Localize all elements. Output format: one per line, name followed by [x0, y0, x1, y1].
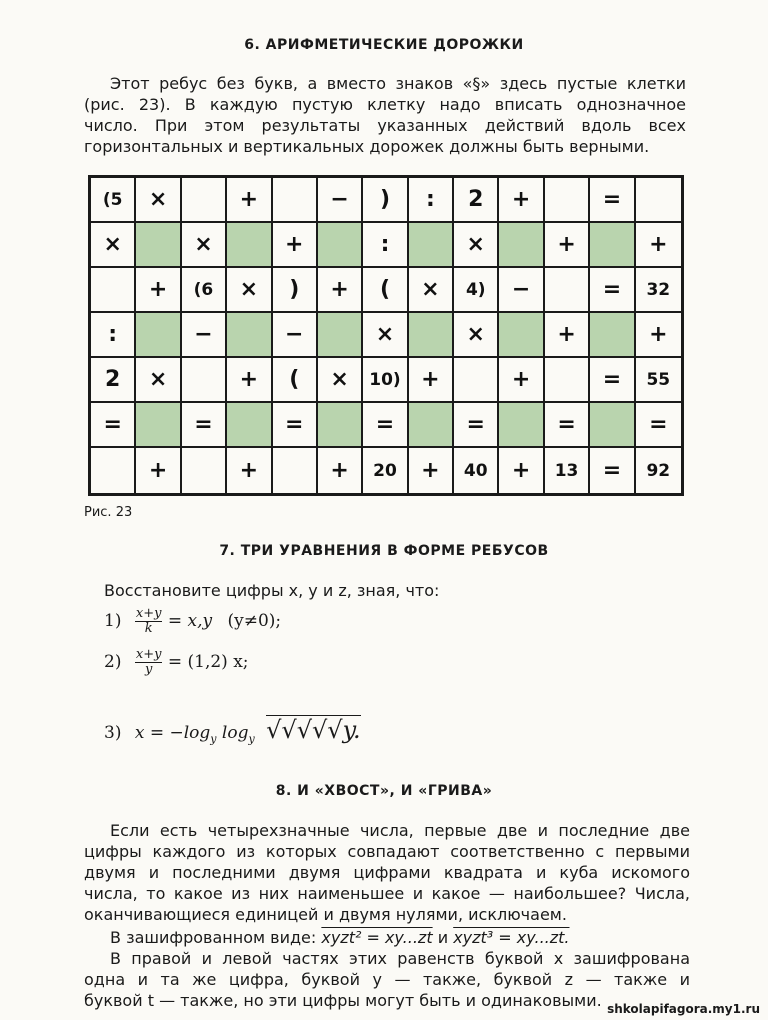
grid-cell-r1-c9	[499, 223, 544, 268]
equation-1	[104, 607, 281, 636]
section-8-text-2	[84, 948, 690, 1011]
grid-cell-r2-c6: (	[363, 268, 408, 313]
grid-cell-r6-c8: 40	[454, 448, 499, 493]
grid-cell-r4-c5: ×	[318, 358, 363, 403]
grid-cell-r2-c2: (6	[182, 268, 227, 313]
text-line: Этот ребус без букв, а вместо знаков «§» здесь пустые клетки	[110, 74, 686, 93]
grid-cell-r1-c2: ×	[182, 223, 227, 268]
grid-cell-r5-c11	[590, 403, 635, 448]
encoded-equation-1: xyzt² = xy...zt	[321, 928, 433, 947]
grid-cell-r3-c11	[590, 313, 635, 358]
grid-cell-r1-c8: ×	[454, 223, 499, 268]
grid-cell-r4-c12: 55	[636, 358, 681, 403]
puzzle-grid	[88, 175, 684, 496]
grid-cell-r0-c5: −	[318, 178, 363, 223]
grid-cell-r1-c0: ×	[91, 223, 136, 268]
grid-cell-r3-c7	[409, 313, 454, 358]
encoded-form	[110, 927, 570, 948]
text-line: горизонтальных и вертикальных дорожек должны быть верными.	[84, 137, 650, 156]
grid-cell-r0-c4	[273, 178, 318, 223]
grid-cell-r6-c7: +	[409, 448, 454, 493]
grid-cell-r1-c7	[409, 223, 454, 268]
grid-cell-r1-c10: +	[545, 223, 590, 268]
denominator: k	[144, 621, 153, 636]
grid-cell-r0-c6: )	[363, 178, 408, 223]
text-line: оканчивающиеся единицей и двумя нулями, исключаем.	[84, 905, 567, 924]
grid-cell-r5-c4: =	[273, 403, 318, 448]
eq-log: log	[221, 723, 249, 743]
grid-cell-r5-c12: =	[636, 403, 681, 448]
grid-cell-r6-c0	[91, 448, 136, 493]
grid-cell-r4-c11: =	[590, 358, 635, 403]
grid-cell-r5-c8: =	[454, 403, 499, 448]
grid-cell-r2-c11: =	[590, 268, 635, 313]
grid-cell-r1-c3	[227, 223, 272, 268]
grid-cell-r3-c5	[318, 313, 363, 358]
grid-cell-r2-c7: ×	[409, 268, 454, 313]
grid-cell-r3-c10: +	[545, 313, 590, 358]
grid-cell-r0-c10	[545, 178, 590, 223]
equation-3	[104, 716, 361, 745]
text-line: число. При этом результаты указанных действий вдоль всех	[84, 116, 686, 135]
encoded-equation-2: xyzt³ = xy...zt.	[453, 928, 570, 947]
grid-cell-r6-c2	[182, 448, 227, 493]
grid-cell-r3-c12: +	[636, 313, 681, 358]
numerator: x+y	[135, 647, 162, 662]
grid-cell-r2-c9: −	[499, 268, 544, 313]
grid-cell-r3-c2: −	[182, 313, 227, 358]
grid-cell-r5-c9	[499, 403, 544, 448]
grid-cell-r0-c3: +	[227, 178, 272, 223]
grid-cell-r1-c12: +	[636, 223, 681, 268]
section-8-text	[84, 820, 690, 925]
grid-cell-r3-c4: −	[273, 313, 318, 358]
section-7-intro: Восстановите цифры x, y и z, зная, что:	[104, 581, 440, 600]
grid-cell-r5-c10: =	[545, 403, 590, 448]
encoded-prefix: В зашифрованном виде:	[110, 928, 317, 947]
grid-cell-r5-c5	[318, 403, 363, 448]
denominator: y	[144, 662, 153, 677]
eq-label: 3)	[104, 723, 122, 743]
text-line: В правой и левой частях этих равенств буквой x зашифрована	[110, 949, 690, 968]
grid-cell-r2-c8: 4)	[454, 268, 499, 313]
text-line: числа, то какое из них наименьшее и какое — наибольшее? Числа,	[84, 884, 690, 903]
equation-2	[104, 648, 249, 677]
section-6-text	[84, 73, 686, 157]
fraction	[135, 607, 163, 636]
log-base: y	[248, 732, 255, 746]
grid-cell-r5-c1	[136, 403, 181, 448]
eq-rhs: = (1,2) x;	[167, 652, 249, 672]
numerator: x+y	[135, 606, 162, 621]
grid-cell-r6-c10: 13	[545, 448, 590, 493]
eq-label: 2)	[104, 652, 122, 672]
grid-cell-r0-c1: ×	[136, 178, 181, 223]
grid-cell-r6-c5: +	[318, 448, 363, 493]
grid-cell-r5-c3	[227, 403, 272, 448]
grid-cell-r3-c3	[227, 313, 272, 358]
nested-radical: √√√√√y.	[266, 716, 361, 744]
grid-cell-r6-c4	[273, 448, 318, 493]
grid-cell-r0-c8: 2	[454, 178, 499, 223]
text-line: цифры каждого из которых совпадают соответственно с первыми	[84, 842, 690, 861]
site-watermark: shkolapifagora.my1.ru	[607, 1002, 760, 1016]
grid-cell-r5-c6: =	[363, 403, 408, 448]
eq-rhs: = x,y	[167, 611, 213, 631]
grid-cell-r2-c5: +	[318, 268, 363, 313]
grid-cell-r6-c3: +	[227, 448, 272, 493]
grid-cell-r3-c1	[136, 313, 181, 358]
encoded-and: и	[437, 928, 449, 947]
grid-cell-r0-c9: +	[499, 178, 544, 223]
section-8-title: 8. И «ХВОСТ», И «ГРИВА»	[275, 783, 493, 799]
grid-cell-r6-c11: =	[590, 448, 635, 493]
grid-cell-r2-c1: +	[136, 268, 181, 313]
grid-cell-r6-c12: 92	[646, 460, 671, 481]
grid-cell-r1-c6: :	[363, 223, 408, 268]
grid-cell-r6-c9: +	[499, 448, 544, 493]
grid-cell-r1-c5	[318, 223, 363, 268]
grid-cell-r5-c0: =	[91, 403, 136, 448]
eq-lhs: x = −log	[134, 723, 211, 743]
grid-cell-r4-c7: +	[409, 358, 454, 403]
section-7-title: 7. ТРИ УРАВНЕНИЯ В ФОРМЕ РЕБУСОВ	[219, 543, 549, 559]
eq-label: 1)	[104, 611, 122, 631]
grid-cell-r3-c8: ×	[454, 313, 499, 358]
grid-cell-r5-c2: =	[182, 403, 227, 448]
grid-cell-r2-c10	[545, 268, 590, 313]
text-line: одна и та же цифра, буквой y — также, буквой z — также и	[84, 970, 690, 989]
grid-cell-r4-c9: +	[499, 358, 544, 403]
grid-cell-r3-c0: :	[91, 313, 136, 358]
section-6-title: 6. АРИФМЕТИЧЕСКИЕ ДОРОЖКИ	[244, 37, 524, 53]
fraction	[135, 648, 163, 677]
grid-cell-r2-c3: ×	[227, 268, 272, 313]
eq-condition: (y≠0);	[227, 611, 282, 631]
text-line: буквой t — также, но эти цифры могут быть и одинаковыми.	[84, 991, 602, 1010]
grid-cell-r4-c3: +	[227, 358, 272, 403]
grid-cell-r4-c0: 2	[91, 358, 136, 403]
grid-cell-r6-c6: 20	[363, 448, 408, 493]
grid-cell-r4-c1: ×	[136, 358, 181, 403]
grid-cell-r1-c1	[136, 223, 181, 268]
log-base: y	[210, 732, 217, 746]
grid-cell-r0-c12	[636, 178, 681, 223]
text-line: Если есть четырехзначные числа, первые две и последние две	[110, 821, 690, 840]
grid-cell-r1-c4: +	[273, 223, 318, 268]
grid-cell-r4-c4: (	[273, 358, 318, 403]
grid-cell-r2-c12: 32	[636, 268, 681, 313]
grid-cell-r2-c0	[91, 268, 136, 313]
grid-cell-r0-c0: (5	[91, 178, 136, 223]
text-line: двумя и последними двумя цифрами квадрата и куба искомого	[84, 863, 690, 882]
grid-cell-r4-c8	[454, 358, 499, 403]
text-line: (рис. 23). В каждую пустую клетку надо вписать однозначное	[84, 95, 686, 114]
grid-cell-r6-c1: +	[136, 448, 181, 493]
grid-cell-r0-c2	[182, 178, 227, 223]
grid-cell-r0-c7: :	[409, 178, 454, 223]
grid-cell-r4-c6: 10)	[363, 358, 408, 403]
grid-cell-r4-c10	[545, 358, 590, 403]
figure-caption: Рис. 23	[84, 505, 133, 520]
grid-cell-r1-c11	[590, 223, 635, 268]
grid-cell-r4-c2	[182, 358, 227, 403]
grid-cell-r0-c11: =	[590, 178, 635, 223]
grid-cell-r3-c6: ×	[363, 313, 408, 358]
grid-cell-r5-c7	[409, 403, 454, 448]
grid-cell-r2-c4: )	[273, 268, 318, 313]
grid-cell-r3-c9	[499, 313, 544, 358]
